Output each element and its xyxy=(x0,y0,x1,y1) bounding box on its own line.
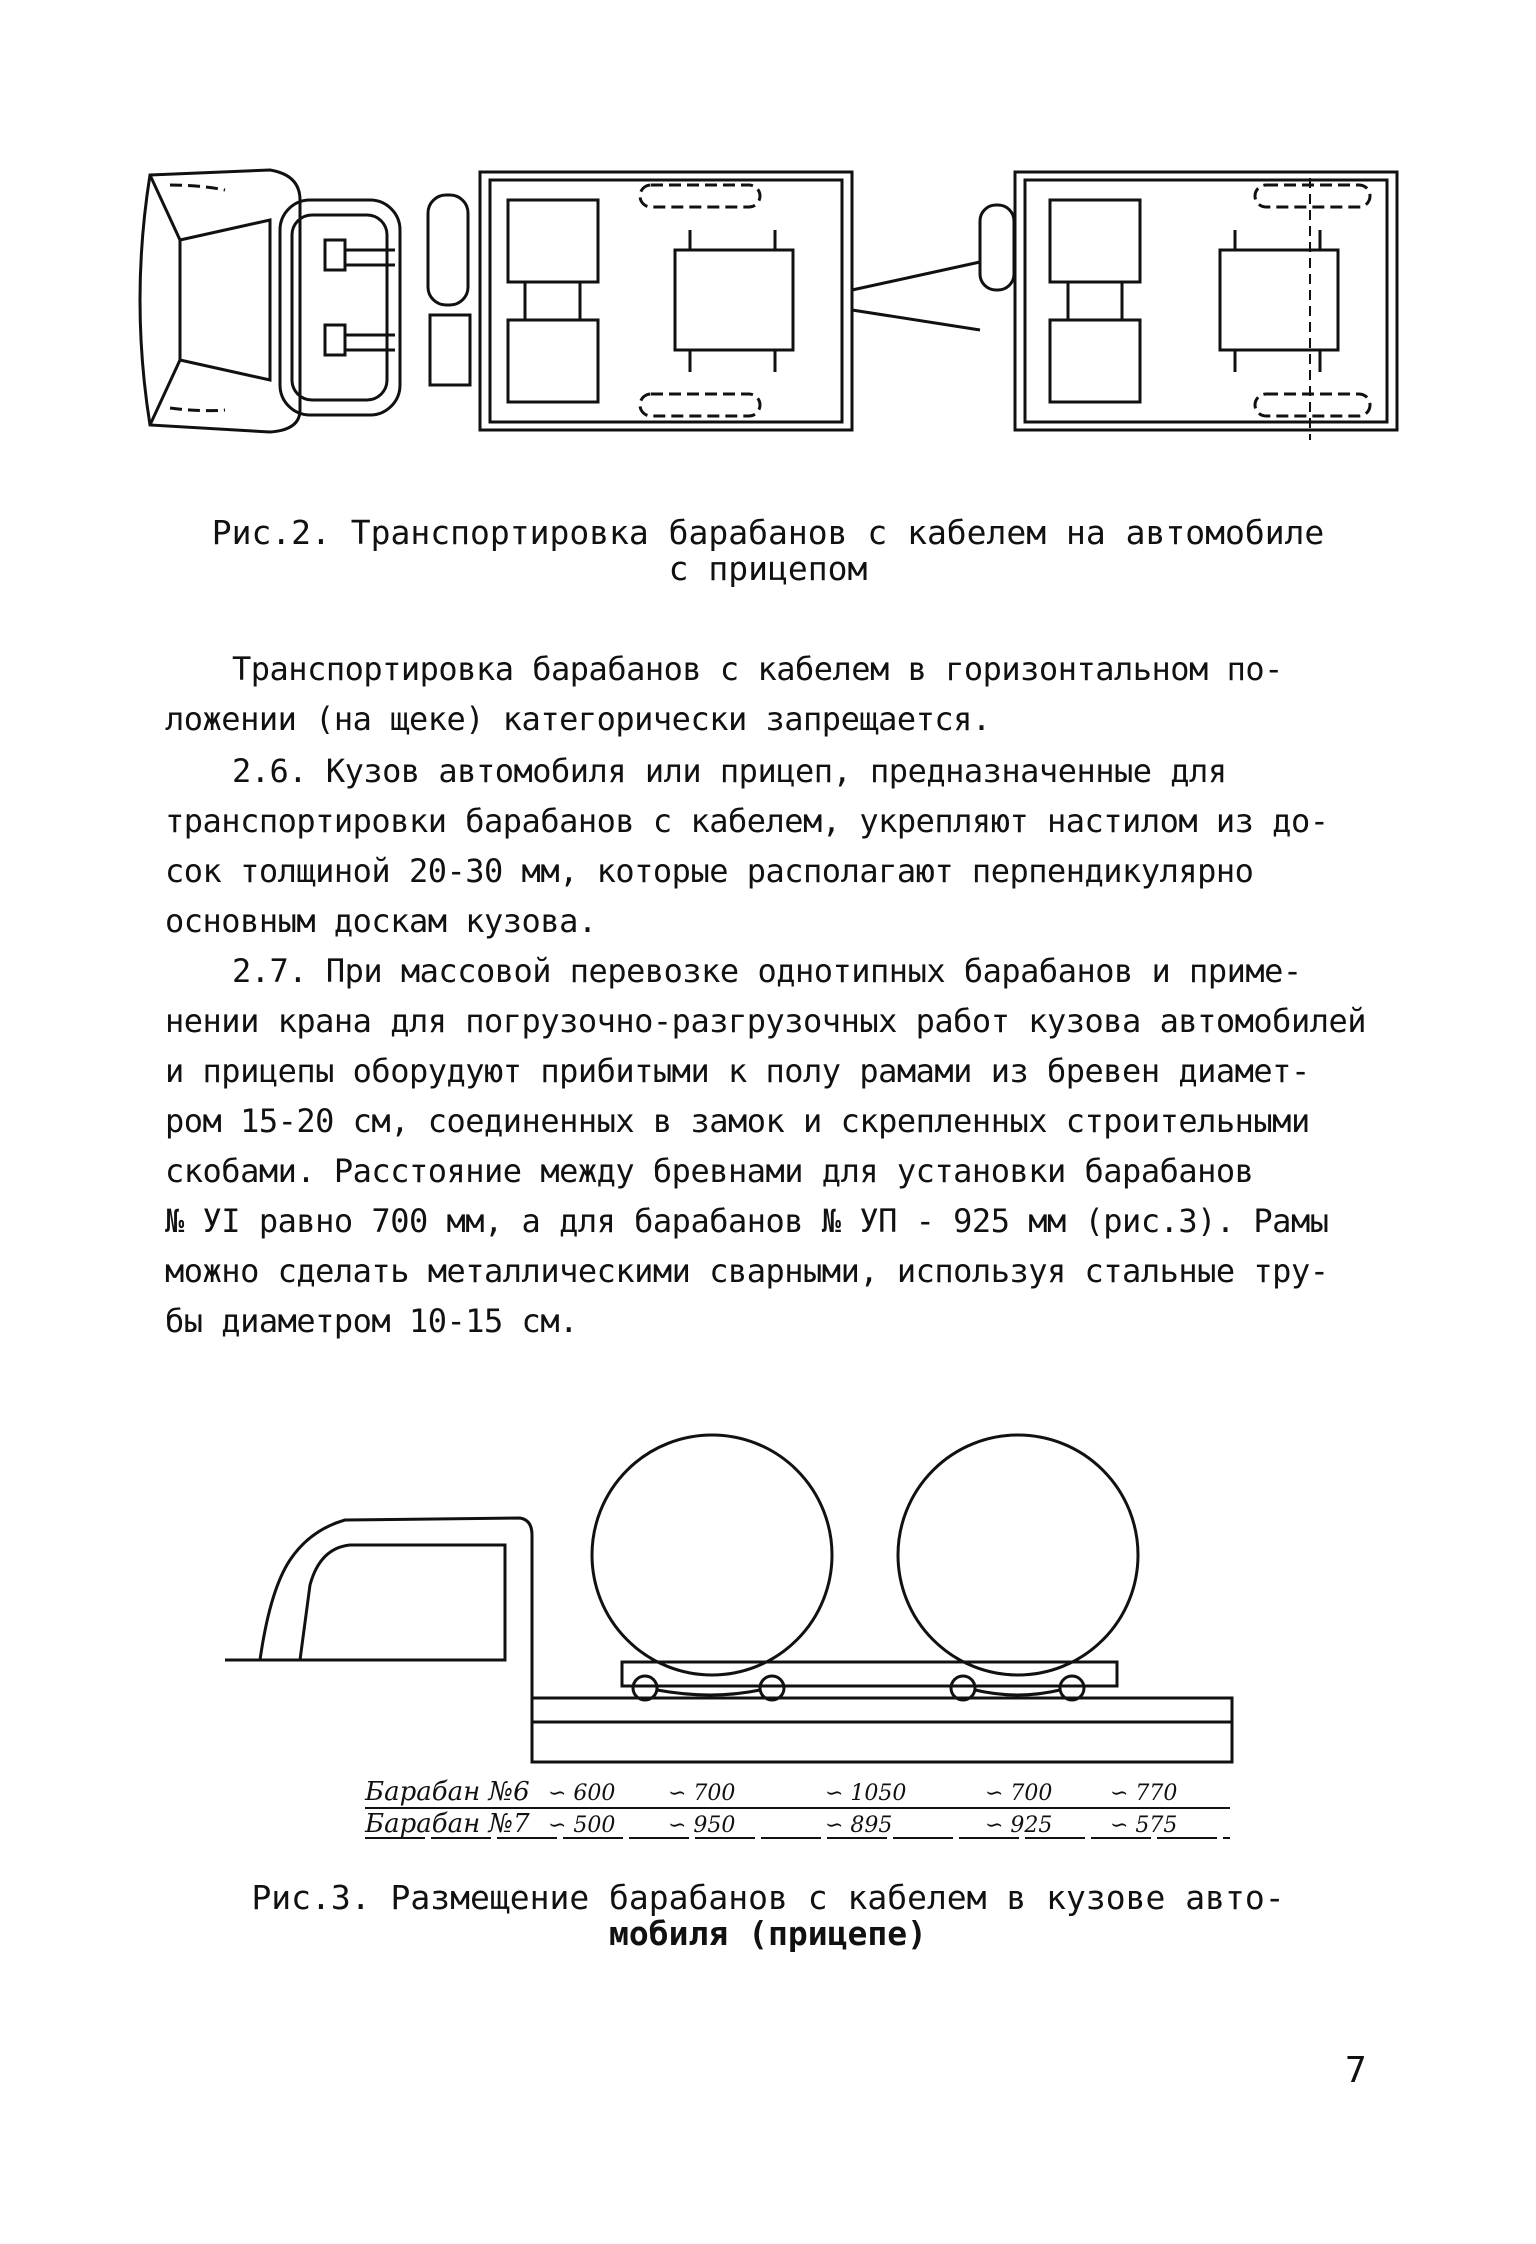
body-line: основным доскам кузова. xyxy=(165,902,597,940)
drum-7-value: ∽ 950 xyxy=(668,1813,736,1838)
figure-2-caption-line-1: Рис.2. Транспортировка барабанов с кабелем на автомобиле xyxy=(211,513,1325,552)
drum-6-value: ∽ 600 xyxy=(548,1781,616,1806)
body-line: нении крана для погрузочно-разгрузочных работ кузова автомобилей xyxy=(165,1002,1366,1040)
body-line: 2.7. При массовой перевозке однотипных барабанов и приме- xyxy=(232,952,1302,990)
drum-7-label: Барабан №7 xyxy=(365,1809,530,1839)
figure-2-truck-trailer-diagram xyxy=(0,0,1536,480)
drum-6-value: ∽ 700 xyxy=(668,1781,736,1806)
body-line: ром 15-20 см, соединенных в замок и скрепленных строительными xyxy=(165,1102,1310,1140)
body-line: 2.6. Кузов автомобиля или прицеп, предназначенные для xyxy=(232,752,1227,790)
drum-7-value: ∽ 500 xyxy=(548,1813,616,1838)
body-line: скобами. Расстояние между бревнами для установки барабанов xyxy=(165,1152,1254,1190)
figure-2-caption xyxy=(0,515,1536,587)
drum-7-value: ∽ 575 xyxy=(1110,1813,1178,1838)
body-line: ложении (на щеке) категорически запрещается. xyxy=(165,700,991,738)
drum-6-value: ∽ 770 xyxy=(1110,1781,1178,1806)
figure-3-caption-line-2: мобиля (прицепе) xyxy=(609,1914,927,1953)
figure-2-caption-line-2: с прицепом xyxy=(668,549,868,588)
figure-3-caption xyxy=(0,1880,1536,1952)
body-line: № УI равно 700 мм, а для барабанов № УП - 925 мм (рис.3). Рамы xyxy=(165,1202,1329,1240)
page-number: 7 xyxy=(1345,2050,1367,2091)
body-line: бы диаметром 10-15 см. xyxy=(165,1302,578,1340)
drum-7-value: ∽ 925 xyxy=(985,1813,1053,1838)
body-line: можно сделать металлическими сварными, используя стальные тру- xyxy=(165,1252,1329,1290)
body-line: Транспортировка барабанов с кабелем в горизонтальном по- xyxy=(232,650,1283,688)
drum-7-value: ∽ 895 xyxy=(825,1813,893,1838)
body-line: транспортировки барабанов с кабелем, укрепляют настилом из до- xyxy=(165,802,1329,840)
drum-6-value: ∽ 700 xyxy=(985,1781,1053,1806)
drum-6-label: Барабан №6 xyxy=(365,1777,530,1807)
drum-6-value: ∽ 1050 xyxy=(825,1781,907,1806)
body-line: и прицепы оборудуют прибитыми к полу рамами из бревен диамет- xyxy=(165,1052,1310,1090)
body-line: сок толщиной 20-30 мм, которые располагают перпендикулярно xyxy=(165,852,1254,890)
figure-3-caption-line-1: Рис.3. Размещение барабанов с кабелем в кузове авто- xyxy=(251,1878,1285,1917)
